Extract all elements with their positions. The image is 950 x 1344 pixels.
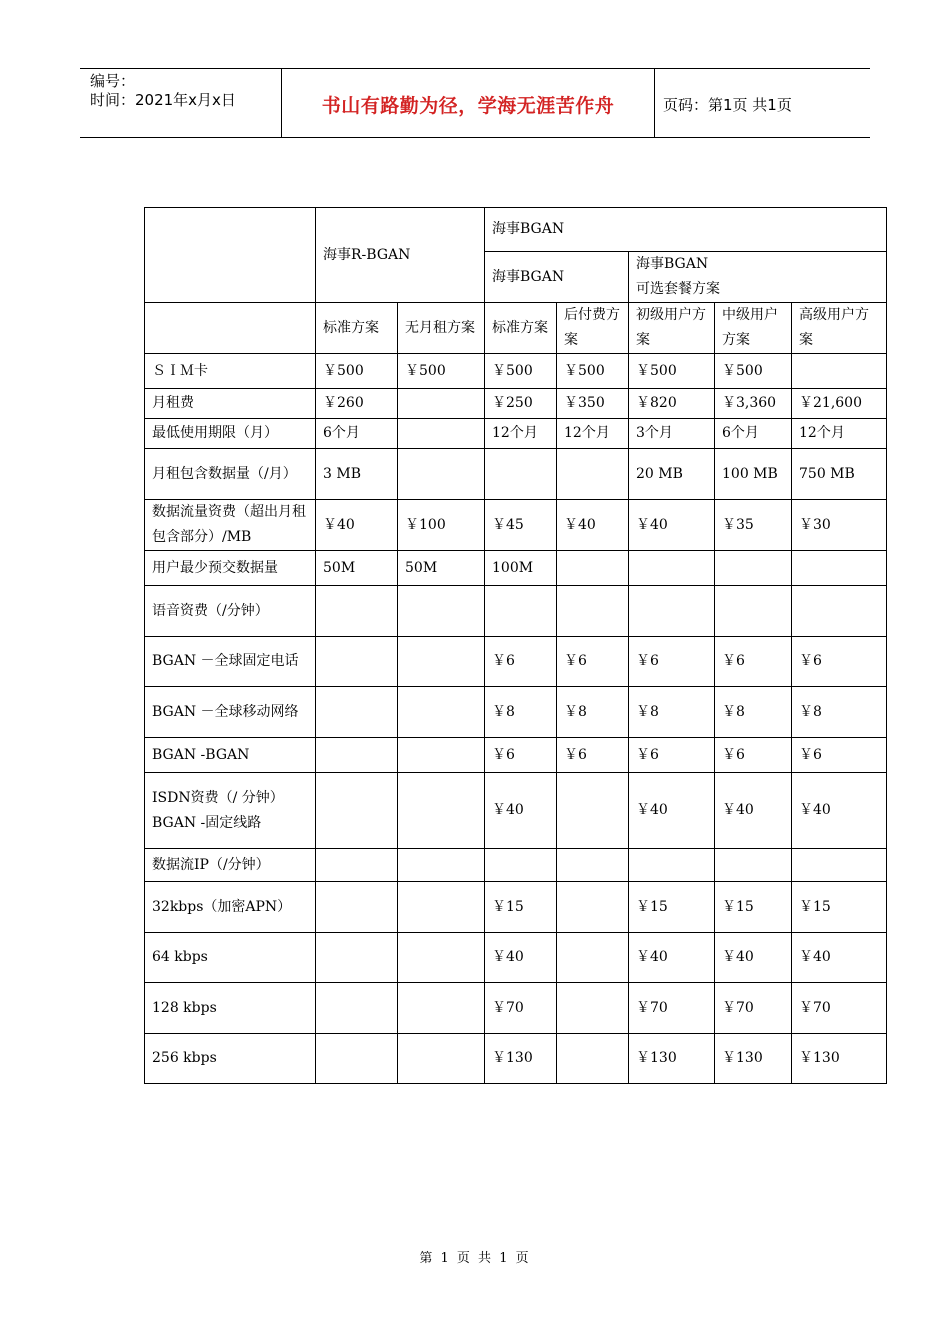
group-header-bgan: 海事BGAN <box>485 208 887 252</box>
table-row <box>145 500 887 551</box>
table-cell <box>398 849 485 882</box>
table-cell <box>316 1034 398 1084</box>
subgroup-optional-line1: 海事BGAN <box>636 256 709 272</box>
table-cell: ￥40 <box>557 500 629 551</box>
row-label: 32kbps（加密APN） <box>145 882 316 933</box>
table-cell <box>557 773 629 849</box>
table-cell <box>557 586 629 637</box>
table-cell: ￥3,360 <box>715 389 792 419</box>
table-cell: ￥130 <box>792 1034 887 1084</box>
table-cell <box>792 551 887 586</box>
table-cell <box>485 849 557 882</box>
table-cell <box>792 586 887 637</box>
table-cell: ￥6 <box>792 637 887 687</box>
table-cell <box>316 849 398 882</box>
table-cell <box>398 773 485 849</box>
table-row <box>145 637 887 687</box>
table-row <box>145 849 887 882</box>
table-cell: ￥15 <box>792 882 887 933</box>
table-cell: ￥21,600 <box>792 389 887 419</box>
table-cell: 12个月 <box>485 419 557 449</box>
table-cell: ￥40 <box>715 933 792 983</box>
table-cell: ￥6 <box>557 738 629 773</box>
table-cell: ￥15 <box>715 882 792 933</box>
row-label: 64 kbps <box>145 933 316 983</box>
row-label: 用户最少预交数据量 <box>145 551 316 586</box>
table-cell: ￥8 <box>557 687 629 738</box>
page-footer: 第 1 页 共 1 页 <box>419 1251 531 1266</box>
row-label: 数据流IP（/分钟） <box>145 849 316 882</box>
table-row <box>145 419 887 449</box>
table-cell: ￥15 <box>485 882 557 933</box>
table-cell <box>715 849 792 882</box>
row-label: 月租费 <box>145 389 316 419</box>
row-label: 数据流量资费（超出月租包含部分）/MB <box>145 500 316 551</box>
table-cell <box>316 983 398 1034</box>
table-cell <box>557 1034 629 1084</box>
table-row <box>145 687 887 738</box>
table-cell: ￥70 <box>792 983 887 1034</box>
table-cell: 6个月 <box>715 419 792 449</box>
table-row <box>145 449 887 500</box>
document-date: 时间：2021年x月x日 <box>90 91 236 109</box>
table-cell: ￥40 <box>316 500 398 551</box>
table-cell <box>316 882 398 933</box>
table-cell <box>557 983 629 1034</box>
corner-cell <box>145 208 316 303</box>
table-row <box>145 354 887 389</box>
table-cell: ￥260 <box>316 389 398 419</box>
plan-header: 标准方案 <box>485 303 557 354</box>
table-cell: ￥70 <box>485 983 557 1034</box>
table-cell <box>398 389 485 419</box>
table-cell: ￥350 <box>557 389 629 419</box>
row-label: ＳＩＭ卡 <box>145 354 316 389</box>
table-cell: ￥8 <box>715 687 792 738</box>
table-cell: ￥8 <box>792 687 887 738</box>
table-cell: 6个月 <box>316 419 398 449</box>
table-cell: ￥6 <box>629 637 715 687</box>
table-cell: 12个月 <box>557 419 629 449</box>
table-cell <box>398 933 485 983</box>
table-cell: ￥40 <box>792 933 887 983</box>
table-cell <box>715 551 792 586</box>
table-cell <box>398 419 485 449</box>
table-cell: ￥45 <box>485 500 557 551</box>
table-cell: ￥40 <box>485 773 557 849</box>
table-row <box>145 738 887 773</box>
table-cell <box>398 738 485 773</box>
table-cell <box>316 738 398 773</box>
subgroup-optional-line2: 可选套餐方案 <box>636 281 720 297</box>
table-cell <box>629 849 715 882</box>
table-cell <box>398 637 485 687</box>
table-cell: ￥500 <box>715 354 792 389</box>
table-cell: ￥8 <box>629 687 715 738</box>
table-cell: ￥40 <box>485 933 557 983</box>
table-cell: ￥820 <box>629 389 715 419</box>
row-label: ISDN资费（/ 分钟） BGAN -固定线路 <box>145 773 316 849</box>
table-cell <box>715 586 792 637</box>
table-cell: ￥6 <box>715 637 792 687</box>
table-cell: ￥130 <box>629 1034 715 1084</box>
table-cell: ￥6 <box>715 738 792 773</box>
table-cell: ￥70 <box>629 983 715 1034</box>
header-meta-cell <box>80 69 282 137</box>
table-cell: 50M <box>398 551 485 586</box>
table-cell: 750 MB <box>792 449 887 500</box>
header-page-cell <box>655 69 870 137</box>
table-row <box>145 389 887 419</box>
table-row <box>145 1034 887 1084</box>
table-cell: ￥15 <box>629 882 715 933</box>
table-cell: ￥500 <box>629 354 715 389</box>
table-cell: ￥130 <box>485 1034 557 1084</box>
document-number: 编号： <box>90 72 136 90</box>
plan-header: 标准方案 <box>316 303 398 354</box>
table-cell <box>557 849 629 882</box>
table-cell: ￥500 <box>316 354 398 389</box>
table-cell: ￥6 <box>485 738 557 773</box>
table-cell <box>316 637 398 687</box>
table-cell: ￥250 <box>485 389 557 419</box>
table-cell: 100 MB <box>715 449 792 500</box>
table-cell: ￥500 <box>398 354 485 389</box>
row-label: 月租包含数据量（/月） <box>145 449 316 500</box>
table-cell <box>398 687 485 738</box>
subgroup-header-optional <box>629 252 887 303</box>
table-cell <box>629 551 715 586</box>
table-cell <box>629 586 715 637</box>
table-cell <box>398 586 485 637</box>
group-header-rbgan: 海事R-BGAN <box>316 208 485 303</box>
table-cell <box>398 882 485 933</box>
table-row <box>145 983 887 1034</box>
table-row <box>145 773 887 849</box>
plan-corner-cell <box>145 303 316 354</box>
row-label: 128 kbps <box>145 983 316 1034</box>
page-info: 页码：第1页 共1页 <box>663 96 792 114</box>
table-cell <box>316 586 398 637</box>
table-cell: ￥6 <box>485 637 557 687</box>
table-cell: 3个月 <box>629 419 715 449</box>
table-row <box>145 551 887 586</box>
plan-header: 高级用户方案 <box>792 303 887 354</box>
table-cell: ￥8 <box>485 687 557 738</box>
table-cell: ￥6 <box>629 738 715 773</box>
table-cell <box>485 586 557 637</box>
table-row <box>145 933 887 983</box>
row-label: 256 kbps <box>145 1034 316 1084</box>
table-cell: ￥30 <box>792 500 887 551</box>
table-row <box>145 882 887 933</box>
table-cell: ￥500 <box>557 354 629 389</box>
plan-header: 中级用户方案 <box>715 303 792 354</box>
table-cell <box>557 551 629 586</box>
plan-header: 无月租方案 <box>398 303 485 354</box>
table-cell: ￥40 <box>629 773 715 849</box>
subgroup-header-bgan: 海事BGAN <box>485 252 629 303</box>
table-cell <box>316 933 398 983</box>
table-cell: ￥6 <box>557 637 629 687</box>
table-cell <box>485 449 557 500</box>
table-cell <box>316 773 398 849</box>
table-cell: ￥500 <box>485 354 557 389</box>
document-header <box>80 68 870 138</box>
table-cell <box>792 849 887 882</box>
row-label: BGAN －全球固定电话 <box>145 637 316 687</box>
table-cell: ￥6 <box>792 738 887 773</box>
header-slogan-cell <box>282 69 655 137</box>
row-label: 语音资费（/分钟） <box>145 586 316 637</box>
table-cell: ￥70 <box>715 983 792 1034</box>
row-label: BGAN -BGAN <box>145 738 316 773</box>
table-cell <box>557 449 629 500</box>
table-cell: ￥100 <box>398 500 485 551</box>
table-cell: ￥40 <box>792 773 887 849</box>
rate-table <box>144 207 887 1084</box>
table-cell <box>557 882 629 933</box>
table-cell <box>398 983 485 1034</box>
table-cell: ￥130 <box>715 1034 792 1084</box>
table-cell: ￥40 <box>629 500 715 551</box>
table-cell: ￥35 <box>715 500 792 551</box>
plan-header: 初级用户方案 <box>629 303 715 354</box>
table-cell: ￥40 <box>715 773 792 849</box>
table-cell: 12个月 <box>792 419 887 449</box>
plan-header: 后付费方案 <box>557 303 629 354</box>
table-row <box>145 586 887 637</box>
row-label: 最低使用期限（月） <box>145 419 316 449</box>
table-cell <box>557 933 629 983</box>
table-cell: 50M <box>316 551 398 586</box>
table-cell: 3 MB <box>316 449 398 500</box>
table-cell <box>398 449 485 500</box>
table-cell: ￥40 <box>629 933 715 983</box>
table-cell <box>316 687 398 738</box>
table-cell <box>792 354 887 389</box>
row-label: BGAN －全球移动网络 <box>145 687 316 738</box>
table-cell: 100M <box>485 551 557 586</box>
table-cell <box>398 1034 485 1084</box>
table-cell: 20 MB <box>629 449 715 500</box>
slogan: 书山有路勤为径，学海无涯苦作舟 <box>321 95 615 117</box>
